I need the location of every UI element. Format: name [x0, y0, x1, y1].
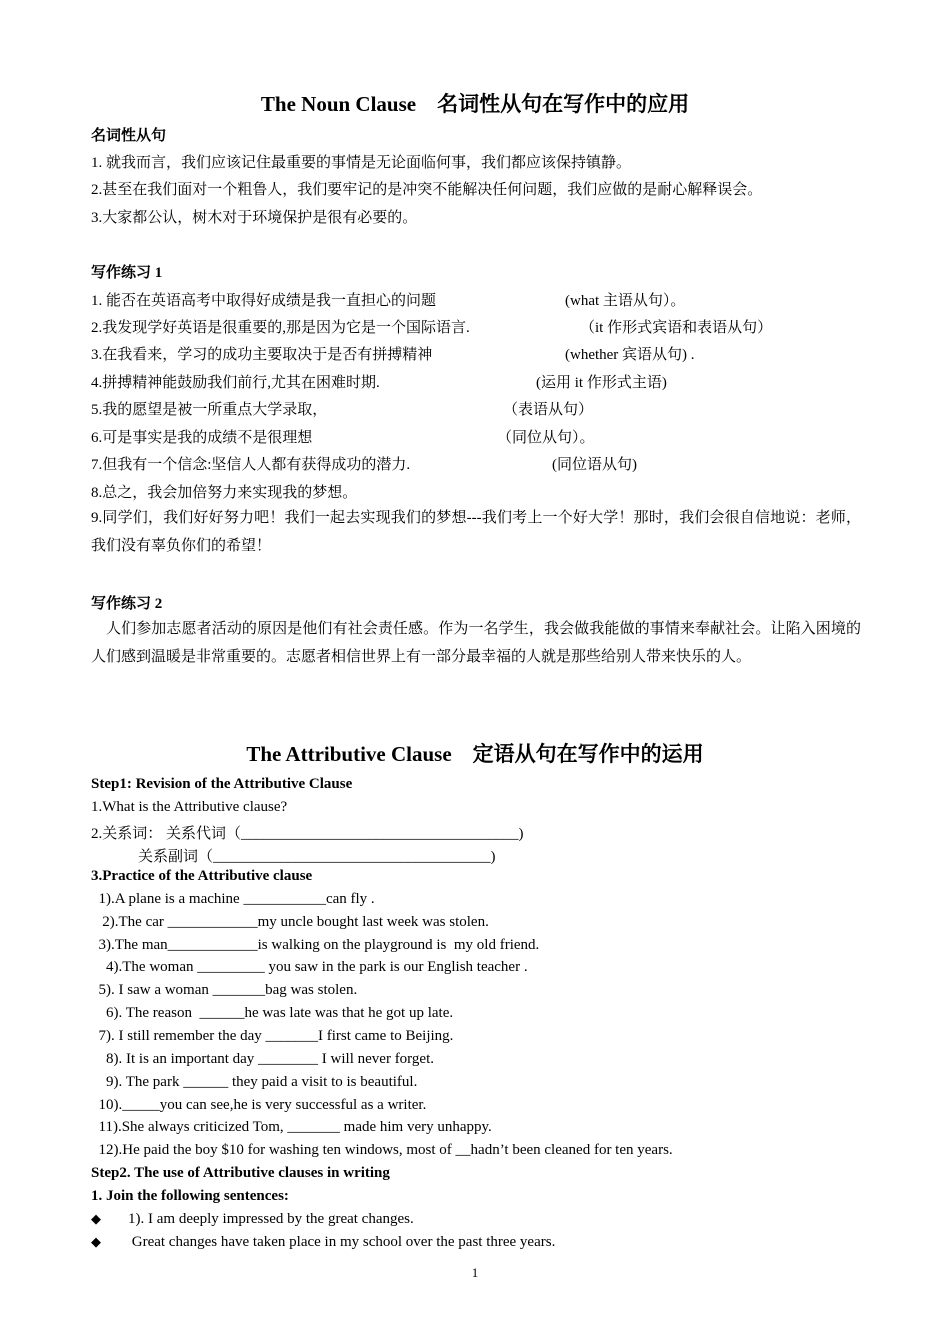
page-number: 1 [471, 1265, 479, 1280]
practice1-item-5: 5.我的愿望是被一所重点大学录取， [91, 402, 328, 418]
practice1-item-7: 7.但我有一个信念:坚信人人都有获得成功的潜力. [91, 457, 411, 473]
step2-heading: Step2. The use of Attributive clauses in writing [91, 1165, 390, 1181]
noun-sentence-2: 2.甚至在我们面对一个粗鲁人，我们要牢记的是冲突不能解决任何问题，我们应做的是耐心解释误会。 [91, 182, 763, 198]
noun-sentence-1: 1. 就我而言，我们应该记住最重要的事情是无论面临何事，我们都应该保持镇静。 [91, 155, 632, 171]
practice1-item-2: 2.我发现学好英语是很重要的,那是因为它是一个国际语言. [91, 320, 470, 336]
attributive-clause-title: The Attributive Clause 定语从句在写作中的运用 [246, 742, 704, 766]
practice-heading: 3.Practice of the Attributive clause [91, 868, 313, 884]
practice1-hint-1: (what 主语从句）。 [565, 293, 686, 309]
bullet-sentence-2: Great changes have taken place in my school over the past three years. [128, 1234, 556, 1250]
noun-clause-title: The Noun Clause 名词性从句在写作中的应用 [260, 92, 690, 116]
exercise-3: 3).The man____________is walking on the playground is my old friend. [91, 937, 540, 953]
exercise-10: 10)._____you can see,he is very successful as a writer. [91, 1097, 427, 1113]
exercise-8: 8). It is an important day ________ I will never forget. [91, 1051, 434, 1067]
bullet-sentence-1: 1). I am deeply impressed by the great changes. [128, 1211, 414, 1227]
practice1-item-8: 8.总之，我会加倍努力来实现我的梦想。 [91, 485, 358, 501]
exercise-11: 11).She always criticized Tom, _______ made him very unhappy. [91, 1119, 492, 1135]
practice1-item-1: 1. 能否在英语高考中取得好成绩是我一直担心的问题 [91, 293, 437, 309]
exercise-5: 5). I saw a woman _______bag was stolen. [91, 982, 358, 998]
exercise-6: 6). The reason ______he was late was that he got up late. [91, 1005, 454, 1021]
practice1-item-6: 6.可是事实是我的成绩不是很理想 [91, 430, 313, 446]
noun-section-heading: 名词性从句 [91, 128, 167, 144]
practice1-hint-5: （表语从句） [503, 402, 594, 418]
question-1: 1.What is the Attributive clause? [91, 799, 288, 815]
question-2-relative-pronouns: 2.关系词： 关系代词（_____________________________________) [91, 826, 524, 842]
diamond-bullet-icon: ◆ [91, 1211, 101, 1226]
practice1-hint-6: （同位从句）。 [497, 430, 595, 446]
exercise-1: 1).A plane is a machine ___________can fly . [91, 891, 375, 907]
practice1-hint-2: （it 作形式宾语和表语从句） [580, 320, 773, 336]
practice2-heading: 写作练习 2 [91, 596, 163, 612]
practice1-item-4: 4.拼搏精神能鼓励我们前行,尤其在困难时期. [91, 375, 380, 391]
join-sentences-heading: 1. Join the following sentences: [91, 1188, 289, 1204]
practice2-paragraph: 人们参加志愿者活动的原因是他们有社会责任感。作为一名学生，我会做我能做的事情来奉献社会。让陷入困境的人们感到温暖是非常重要的。志愿者相信世界上有一部分最幸福的人就是那些给别人带来快乐的人。 [91, 621, 861, 665]
practice1-hint-7: (同位语从句) [552, 457, 637, 473]
practice1-hint-3: (whether 宾语从句) . [565, 347, 695, 363]
noun-sentence-3: 3.大家都公认，树木对于环境保护是很有必要的。 [91, 210, 418, 226]
practice1-item-9: 9.同学们，我们好好努力吧！我们一起去实现我们的梦想---我们考上一个好大学！那时，我们会很自信地说：老师，我们没有辜负你们的希望！ [91, 510, 861, 554]
step1-heading: Step1: Revision of the Attributive Clause [91, 776, 353, 792]
exercise-9: 9). The park ______ they paid a visit to is beautiful. [91, 1074, 418, 1090]
exercise-7: 7). I still remember the day _______I first came to Beijing. [91, 1028, 454, 1044]
question-2-relative-adverbs: 关系副词（_____________________________________) [138, 849, 496, 865]
diamond-bullet-icon: ◆ [91, 1234, 101, 1249]
practice1-item-3: 3.在我看来，学习的成功主要取决于是否有拼搏精神 [91, 347, 433, 363]
exercise-12: 12).He paid the boy $10 for washing ten windows, most of __hadn’t been cleaned for ten years. [91, 1142, 673, 1158]
exercise-4: 4).The woman _________ you saw in the park is our English teacher . [91, 959, 528, 975]
practice1-hint-4: (运用 it 作形式主语) [536, 375, 667, 391]
practice1-heading: 写作练习 1 [91, 265, 163, 281]
exercise-2: 2).The car ____________my uncle bought last week was stolen. [91, 914, 489, 930]
